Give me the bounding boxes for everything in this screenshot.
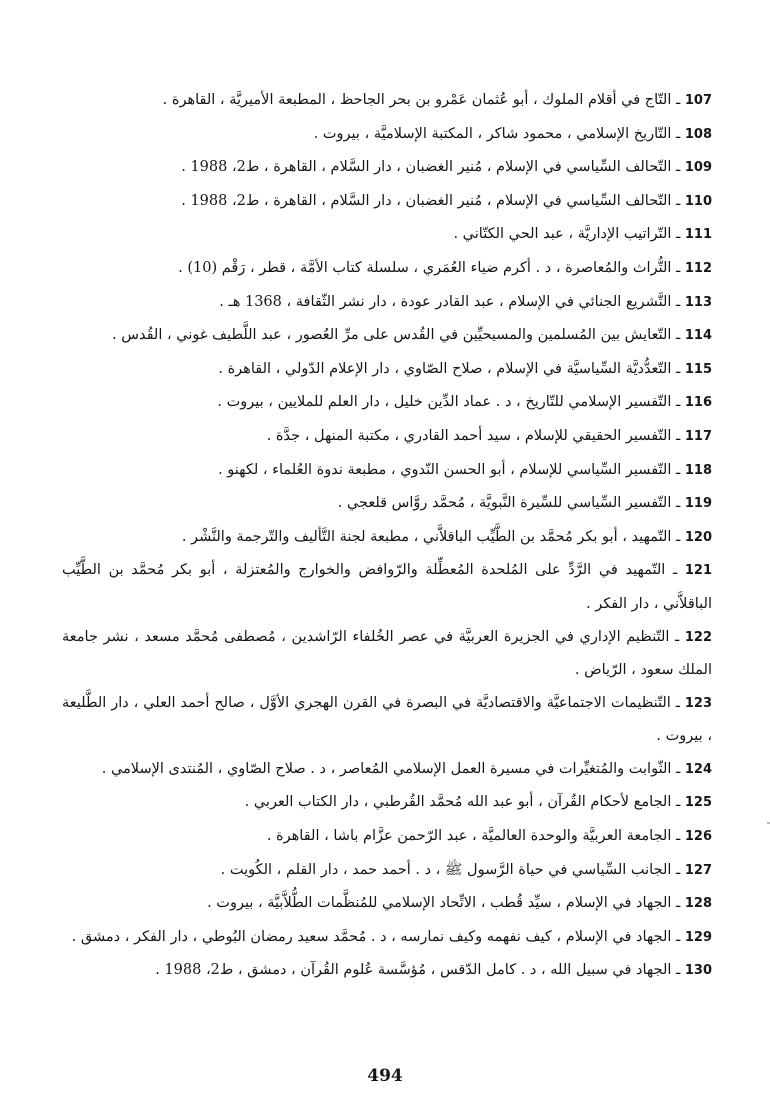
reference-entry: [62, 487, 712, 521]
reference-entry: [62, 887, 712, 921]
reference-text: ـ الجامع لأحكام القُرآن ، أبو عبد الله مُحمَّد القُرطبي ، دار الكتاب العربي .: [244, 794, 685, 811]
reference-text: ـ التّاج في أقلام الملوك ، أبو عُثمان عَمْرو بن بحر الجاحظ ، المطبعة الأميريَّة ، القاهرة .: [162, 92, 685, 108]
reference-text: ـ التّاريخ الإسلامي ، محمود شاكر ، المكتبة الإسلاميَّة ، بيروت .: [313, 125, 685, 142]
reference-number: 114: [684, 328, 712, 344]
reference-entry: [62, 252, 712, 286]
reference-number: 111: [684, 227, 712, 243]
reference-number: 123: [684, 695, 712, 711]
reference-text: ـ الجانب السِّياسي في حياة الرَّسول ﷺ ، د . أحمد حمد ، دار القلم ، الكُويت .: [220, 861, 685, 878]
reference-text: ـ التّفسير الحقيقي للإسلام ، سيد أحمد القادري ، مكتبة المنهل ، جدَّة .: [266, 427, 685, 444]
reference-entry: [62, 687, 712, 753]
reference-number: 121: [684, 563, 712, 579]
reference-number: 130: [684, 963, 712, 979]
reference-entry: [62, 854, 712, 888]
reference-text: ـ التّحالف السِّياسي في الإسلام ، مُنير الغضبان ، دار السَّلام ، القاهرة ، ط2، 1988 .: [181, 159, 685, 176]
reference-number: 124: [684, 761, 712, 777]
reference-text: ـ التّمهيد في الرَّدِّ على المُلحدة المُعطِّلة والرّوافض والخوارج والمُعتزلة ، أبو بكر مُحمَّد بن الطَّيِّب الباقلاَّني ، دار الفكر .: [62, 562, 712, 612]
reference-text: ـ الجهاد في سبيل الله ، د . كامل الدّقس ، مُؤسَّسة عُلوم القُرآن ، دمشق ، ط2، 1988 .: [155, 962, 685, 979]
reference-number: 113: [684, 294, 712, 310]
reference-number: 118: [684, 462, 712, 478]
reference-number: 120: [684, 529, 712, 545]
reference-number: 119: [684, 496, 712, 512]
reference-text: ـ التّنظيمات الاجتماعيَّة والاقتصاديَّة في البصرة في القرن الهجري الأوَّل ، صالح أحمد العلي ، دار الطَّليعة ، بيروت .: [62, 694, 712, 745]
reference-number: 129: [684, 929, 712, 945]
reference-number: 109: [684, 160, 712, 176]
reference-entry: [62, 554, 712, 620]
reference-text: ـ التّمهيد ، أبو بكر مُحمَّد بن الطَّيِّب الباقلاَّني ، مطبعة لجنة التَّأليف والتّرجمة والنَّشْر .: [181, 528, 685, 545]
reference-number: 127: [684, 862, 712, 878]
reference-number: 117: [684, 428, 712, 444]
reference-number: 122: [684, 629, 712, 645]
reference-entry: [62, 820, 712, 854]
reference-text: ـ التّحالف السِّياسي في الإسلام ، مُنير الغضبان ، دار السَّلام ، القاهرة ، ط2، 1988 .: [181, 192, 685, 209]
reference-number: 108: [684, 126, 712, 142]
reference-text: ـ التّعايش بين المُسلمين والمسيحيِّين في القُدس على مرِّ العُصور ، عبد اللَّطيف غوني ، القُدس .: [112, 327, 685, 344]
reference-text: ـ التّنظيم الإداري في الجزيرة العربيَّة في عصر الخُلفاء الرّاشدين ، مُصطفى مُحمَّد مسعد ، نشر جامعة الملك سعود ، الرّياض .: [62, 628, 712, 679]
reference-entry: [62, 386, 712, 420]
reference-entry: [62, 954, 712, 988]
reference-entry: [62, 621, 712, 687]
reference-number: 110: [684, 193, 712, 209]
reference-entry: [62, 786, 712, 820]
reference-entry: [62, 151, 712, 185]
reference-entry: [62, 420, 712, 454]
reference-entry: [62, 185, 712, 219]
reference-entry: [62, 286, 712, 320]
reference-entry: [62, 319, 712, 353]
reference-number: 112: [684, 260, 712, 276]
bibliography-list: [62, 84, 712, 988]
reference-number: 126: [684, 829, 712, 845]
reference-entry: [62, 118, 712, 152]
reference-text: ـ التَّشريع الجنائي في الإسلام ، عبد القادر عودة ، دار نشر الثّقافة ، 1368 هـ .: [219, 293, 685, 310]
reference-text: ـ الجهاد في الإسلام ، كيف نفهمه وكيف نمارسه ، د . مُحمَّد سعيد رمضان البُوطي ، دار الفكر ، دمشق .: [71, 928, 685, 945]
reference-number: 128: [684, 896, 712, 912]
reference-text: ـ التّعدُّديَّة السِّياسيَّة في الإسلام ، صلاح الصّاوي ، دار الإعلام الدّولي ، القاهرة .: [218, 360, 685, 377]
reference-entry: [62, 353, 712, 387]
reference-entry: [62, 753, 712, 787]
reference-number: 125: [684, 795, 712, 811]
reference-text: ـ التّفسير السِّياسي للسِّيرة النَّبويَّة ، مُحمَّد روَّاس قلعجي .: [337, 495, 685, 512]
reference-entry: [62, 84, 712, 118]
reference-text: ـ الثّوابت والمُتغيِّرات في مسيرة العمل الإسلامي المُعاصر ، د . صلاح الصّاوي ، المُنتدى الإسلامي .: [101, 760, 685, 777]
reference-text: ـ الجهاد في الإسلام ، سيِّد قُطب ، الاتِّحاد الإسلامي للمُنظَّمات الطُّلاَّبيَّة ، بيروت .: [207, 895, 685, 912]
reference-entry: [62, 454, 712, 488]
reference-entry: [62, 218, 712, 252]
reference-number: 115: [684, 361, 712, 377]
reference-text: ـ الجامعة العربيَّة والوحدة العالميَّة ، عبد الرّحمن عزَّام باشا ، القاهرة .: [266, 828, 685, 845]
page-number: 494: [367, 1066, 403, 1086]
reference-text: ـ التّفسير الإسلامي للتّاريخ ، د . عماد الدِّين خليل ، دار العلم للملايين ، بيروت .: [217, 394, 685, 411]
reference-number: 116: [684, 395, 712, 411]
reference-number: 107: [684, 93, 712, 108]
reference-entry: [62, 521, 712, 555]
reference-text: ـ التّفسير السِّياسي للإسلام ، أبو الحسن النّدوي ، مطبعة ندوة العُلماء ، لكهنو .: [218, 461, 685, 478]
reference-text: ـ التُّراث والمُعاصرة ، د . أكرم ضياء العُمَري ، سلسلة كتاب الأمَّة ، قطر ، رَقْم (10) .: [178, 259, 685, 276]
reference-entry: [62, 921, 712, 955]
reference-text: ـ التّراتيب الإداريَّة ، عبد الحي الكتّاني .: [453, 226, 685, 243]
